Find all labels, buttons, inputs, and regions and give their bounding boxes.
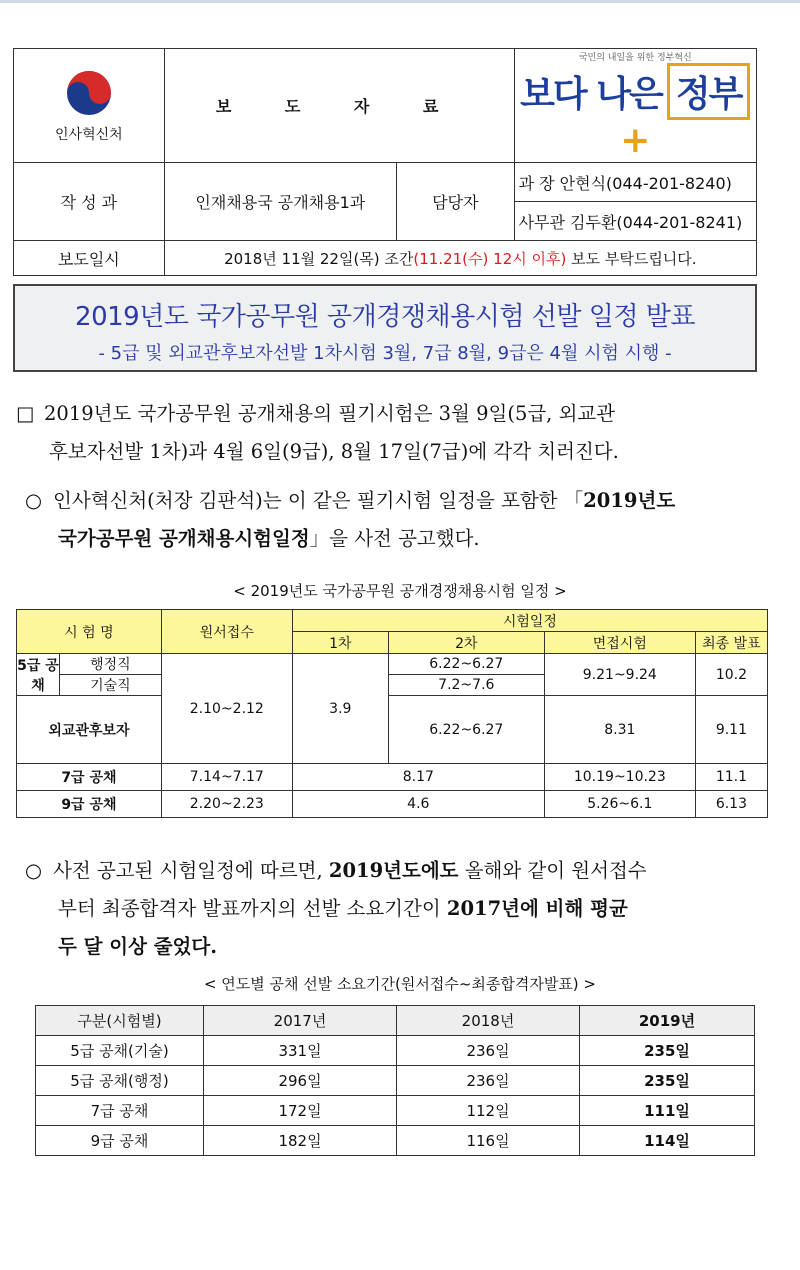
author-value: 인재채용국 공개채용1과 [164, 163, 396, 241]
dur-cell: 235일 [580, 1036, 755, 1066]
grade5-label: 5급 공채 [17, 654, 60, 696]
top-border [0, 0, 800, 3]
dur-cell: 111일 [580, 1096, 755, 1126]
dur-cell: 182일 [204, 1126, 397, 1156]
col-final: 최종 발표 [695, 632, 767, 654]
paragraph-3 [25, 852, 765, 966]
grade5-admin-2nd: 6.22~6.27 [388, 654, 544, 675]
dur-cell: 235일 [580, 1066, 755, 1096]
dur-header: 구분(시험별) [36, 1006, 204, 1036]
press-header-table [13, 48, 757, 276]
slogan-cell [514, 49, 756, 163]
col-schedule: 시험일정 [292, 610, 767, 632]
paragraph-1-line-2: 후보자선발 1차)과 4월 6일(9급), 8월 17일(7급)에 각각 치러진다. [49, 440, 619, 463]
paragraph-3-bold-3: 두 달 이상 줄었다. [58, 935, 218, 958]
dur-header: 2017년 [204, 1006, 397, 1036]
dur-cell: 236일 [397, 1036, 580, 1066]
grade7-written: 8.17 [292, 764, 544, 791]
dur-cell: 9급 공채 [36, 1126, 204, 1156]
col-apply: 원서접수 [161, 610, 292, 654]
paragraph-1 [16, 395, 761, 471]
table-row [36, 1066, 755, 1096]
slogan-plus-icon: + [620, 120, 651, 161]
slogan-part2: 정부 [667, 63, 751, 120]
diplomat-final: 9.11 [695, 696, 767, 764]
dur-cell: 114일 [580, 1126, 755, 1156]
release-date-label: 보도일시 [14, 241, 165, 276]
release-date-suffix: 보도 부탁드립니다. [566, 249, 697, 268]
dur-cell: 7급 공채 [36, 1096, 204, 1126]
paragraph-2 [25, 482, 765, 558]
dur-cell: 5급 공채(기술) [36, 1036, 204, 1066]
dur-header: 2019년 [580, 1006, 755, 1036]
agency-logo-cell [14, 49, 165, 163]
paragraph-2-bold-2: 국가공무원 공개채용시험일정 [58, 527, 310, 550]
dur-cell: 5급 공채(행정) [36, 1066, 204, 1096]
paragraph-2-bold: 2019년도 [583, 489, 676, 512]
grade5-admin: 행정직 [60, 654, 162, 675]
circle-bullet-icon: ○ [25, 859, 43, 882]
grade7-final: 11.1 [695, 764, 767, 791]
grade5-tech-2nd: 7.2~7.6 [388, 675, 544, 696]
diplomat-interview: 8.31 [544, 696, 695, 764]
dur-cell: 331일 [204, 1036, 397, 1066]
author-label: 작 성 과 [14, 163, 165, 241]
square-bullet-icon: □ [16, 402, 35, 425]
schedule-table [16, 609, 768, 818]
doc-type-title: 보 도 자 료 [164, 49, 514, 163]
grade7-interview: 10.19~10.23 [544, 764, 695, 791]
contact-2: 사무관 김두환(044-201-8241) [514, 202, 756, 241]
paragraph-2-text: 인사혁신처(처장 김판석)는 이 같은 필기시험 일정을 포함한 「 [53, 489, 584, 512]
dur-cell: 296일 [204, 1066, 397, 1096]
grade9-written: 4.6 [292, 791, 544, 818]
col-name: 시 험 명 [17, 610, 162, 654]
diplomat-label: 외교관후보자 [17, 696, 162, 764]
grade9-final: 6.13 [695, 791, 767, 818]
dur-cell: 236일 [397, 1066, 580, 1096]
table-row [36, 1096, 755, 1126]
dur-cell: 112일 [397, 1096, 580, 1126]
paragraph-3-bold-1: 2019년도에도 [328, 859, 459, 882]
grade7-apply: 7.14~7.17 [161, 764, 292, 791]
schedule-caption: < 2019년도 국가공무원 공개경쟁채용시험 일정 > [233, 582, 567, 600]
col-1st: 1차 [292, 632, 388, 654]
release-date-highlight: (11.21(수) 12시 이후) [413, 249, 567, 268]
headline: 2019년도 국가공무원 공개경쟁채용시험 선발 일정 발표 [75, 302, 695, 332]
diplomat-2nd: 6.22~6.27 [388, 696, 544, 764]
table-row [36, 1126, 755, 1156]
grade5-final: 10.2 [695, 654, 767, 696]
duration-table [35, 1005, 755, 1156]
headline-box [13, 284, 757, 372]
grade5-1st: 3.9 [292, 654, 388, 764]
paragraph-3-text-1: 사전 공고된 시험일정에 따르면, [53, 859, 329, 882]
contact-label: 담당자 [396, 163, 514, 241]
circle-bullet-icon: ○ [25, 489, 43, 512]
grade7-label: 7급 공채 [17, 764, 162, 791]
col-2nd: 2차 [388, 632, 544, 654]
paragraph-1-line-1: 2019년도 국가공무원 공개채용의 필기시험은 3월 9일(5급, 외교관 [44, 402, 616, 425]
table-row [36, 1036, 755, 1066]
paragraph-3-text-3: 부터 최종합격자 발표까지의 선발 소요기간이 [58, 897, 447, 920]
slogan-small: 국민의 내일을 위한 정부혁신 [578, 53, 692, 63]
slogan-part1: 보다 나은 [520, 74, 662, 115]
duration-caption: < 연도별 공채 선발 소요기간(원서접수~최종합격자발표) > [203, 975, 597, 993]
release-date-prefix: 2018년 11월 22일(목) 조간 [224, 249, 414, 268]
taegeuk-icon [64, 68, 114, 118]
grade5-interview: 9.21~9.24 [544, 654, 695, 696]
grade9-interview: 5.26~6.1 [544, 791, 695, 818]
grade5-tech: 기술직 [60, 675, 162, 696]
dur-header: 2018년 [397, 1006, 580, 1036]
agency-name: 인사혁신처 [55, 126, 123, 143]
grade5-apply: 2.10~2.12 [161, 654, 292, 764]
paragraph-3-bold-2: 2017년에 비해 평균 [446, 897, 628, 920]
grade9-apply: 2.20~2.23 [161, 791, 292, 818]
col-interview: 면접시험 [544, 632, 695, 654]
paragraph-2-text-2: 」을 사전 공고했다. [309, 527, 480, 550]
dur-cell: 172일 [204, 1096, 397, 1126]
contact-1: 과 장 안현식(044-201-8240) [514, 163, 756, 202]
dur-cell: 116일 [397, 1126, 580, 1156]
release-date [164, 241, 756, 276]
paragraph-3-text-2: 올해와 같이 원서접수 [458, 859, 647, 882]
subheadline: - 5급 및 외교관후보자선발 1차시험 3월, 7급 8월, 9급은 4월 시험 시행 - [98, 343, 672, 364]
grade9-label: 9급 공채 [17, 791, 162, 818]
